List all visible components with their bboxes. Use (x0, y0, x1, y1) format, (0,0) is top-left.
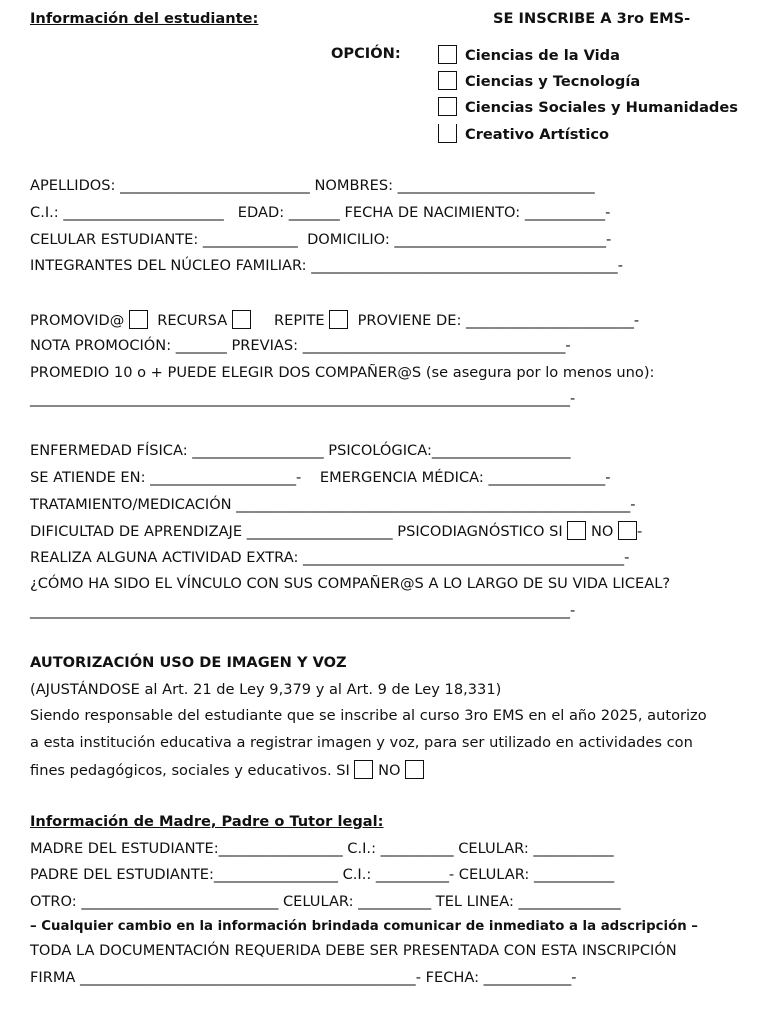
treatment-line[interactable]: TRATAMIENTO/MEDICACIÓN ______________________________________________________- (30, 496, 636, 513)
family-members-line[interactable]: INTEGRANTES DEL NÚCLEO FAMILIAR: __________________________________________- (30, 257, 623, 274)
repite-checkbox[interactable] (329, 310, 348, 329)
guardian-title: Información de Madre, Padre o Tutor legal: (30, 813, 384, 830)
promovido-label: PROMOVID@ (30, 312, 125, 329)
authorization-no-label: NO (378, 762, 401, 779)
option-ciencias-sociales[interactable] (438, 97, 738, 117)
psychodiagnostic-no-checkbox[interactable] (618, 521, 637, 540)
repite-label: REPITE (274, 312, 325, 329)
classmates-choice-field[interactable]: __________________________________________________________________________- (30, 390, 576, 407)
option-label-text: Creativo Artístico (465, 126, 610, 143)
ci-age-birth-line[interactable]: C.I.: ______________________ EDAD: _______ FECHA DE NACIMIENTO: ___________- (30, 204, 611, 221)
authorization-si-checkbox[interactable] (354, 760, 373, 779)
extra-activity-line[interactable]: REALIZA ALGUNA ACTIVIDAD EXTRA: ____________________________________________- (30, 549, 630, 566)
learning-difficulty-text[interactable]: DIFICULTAD DE APRENDIZAJE ____________________ PSICODIAGNÓSTICO SI (30, 523, 563, 540)
learning-difficulty-line (30, 521, 642, 541)
option-ciencias-vida[interactable] (438, 45, 620, 65)
authorization-law-line: (AJUSTÁNDOSE al Art. 21 de Ley 9,379 y al Art. 9 de Ley 18,331) (30, 681, 502, 698)
authorization-text-1: Siendo responsable del estudiante que se inscribe al curso 3ro EMS en el año 2025, autorizo (30, 707, 707, 724)
medical-care-line[interactable]: SE ATIENDE EN: ____________________- EMERGENCIA MÉDICA: ________________- (30, 469, 611, 486)
authorization-si-label: fines pedagógicos, sociales y educativos. SI (30, 762, 350, 779)
enroll-heading: SE INSCRIBE A 3ro EMS- (493, 10, 691, 27)
recursa-label: RECURSA (157, 312, 228, 329)
psychodiagnostic-no-label: NO (590, 523, 614, 540)
authorization-title: AUTORIZACIÓN USO DE IMAGEN Y VOZ (30, 654, 347, 671)
option-label: OPCIÓN: (331, 45, 401, 62)
option-label-text: Ciencias y Tecnología (465, 73, 641, 90)
proviene-field[interactable]: PROVIENE DE: _______________________- (357, 312, 640, 329)
option-creativo-artistico[interactable] (438, 124, 609, 144)
student-info-title: Información del estudiante: (30, 10, 259, 27)
student-info-heading (30, 10, 258, 28)
option-checkbox[interactable] (438, 71, 457, 90)
option-checkbox[interactable] (438, 97, 457, 116)
line-dash: - (637, 523, 643, 540)
phone-address-line[interactable]: CELULAR ESTUDIANTE: _____________ DOMICILIO: _____________________________- (30, 231, 612, 248)
option-label-text: Ciencias Sociales y Humanidades (465, 99, 738, 116)
authorization-text-2: a esta institución educativa a registrar imagen y voz, para ser utilizado en actividades con (30, 734, 693, 751)
father-line[interactable]: PADRE DEL ESTUDIANTE:_________________ C.I.: __________- CELULAR: ___________ (30, 866, 615, 883)
option-label-text: Ciencias de la Vida (465, 47, 620, 64)
change-notice: – Cualquier cambio en la información brindada comunicar de inmediato a la adscripción – (30, 919, 698, 934)
option-ciencias-tecnologia[interactable] (438, 71, 640, 91)
promovido-checkbox[interactable] (129, 310, 148, 329)
signature-date-line[interactable]: FIRMA ______________________________________________- FECHA: ____________- (30, 969, 577, 986)
illness-line[interactable]: ENFERMEDAD FÍSICA: __________________ PSICOLÓGICA:___________________ (30, 442, 571, 459)
recursa-checkbox[interactable] (232, 310, 251, 329)
bond-question-line: ¿CÓMO HA SIDO EL VÍNCULO CON SUS COMPAÑER@S A LO LARGO DE SU VIDA LICEAL? (30, 575, 671, 592)
bond-answer-field[interactable]: __________________________________________________________________________- (30, 602, 576, 619)
surname-name-line[interactable]: APELLIDOS: __________________________ NOMBRES: ___________________________ (30, 177, 595, 194)
authorization-text-3 (30, 760, 424, 780)
mother-line[interactable]: MADRE DEL ESTUDIANTE:_________________ C.I.: __________ CELULAR: ___________ (30, 840, 614, 857)
option-checkbox[interactable] (438, 124, 457, 143)
academic-status-line (30, 310, 639, 330)
psychodiagnostic-si-checkbox[interactable] (567, 521, 586, 540)
classmates-choice-line: PROMEDIO 10 o + PUEDE ELEGIR DOS COMPAÑER@S (se asegura por lo menos uno): (30, 364, 655, 381)
authorization-no-checkbox[interactable] (405, 760, 424, 779)
other-line[interactable]: OTRO: ___________________________ CELULAR: __________ TEL LINEA: ______________ (30, 893, 621, 910)
documentation-notice: TODA LA DOCUMENTACIÓN REQUERIDA DEBE SER PRESENTADA CON ESTA INSCRIPCIÓN (30, 942, 677, 959)
guardian-heading (30, 813, 384, 831)
grade-previas-line[interactable]: NOTA PROMOCIÓN: _______ PREVIAS: ____________________________________- (30, 337, 571, 354)
option-checkbox[interactable] (438, 45, 457, 64)
